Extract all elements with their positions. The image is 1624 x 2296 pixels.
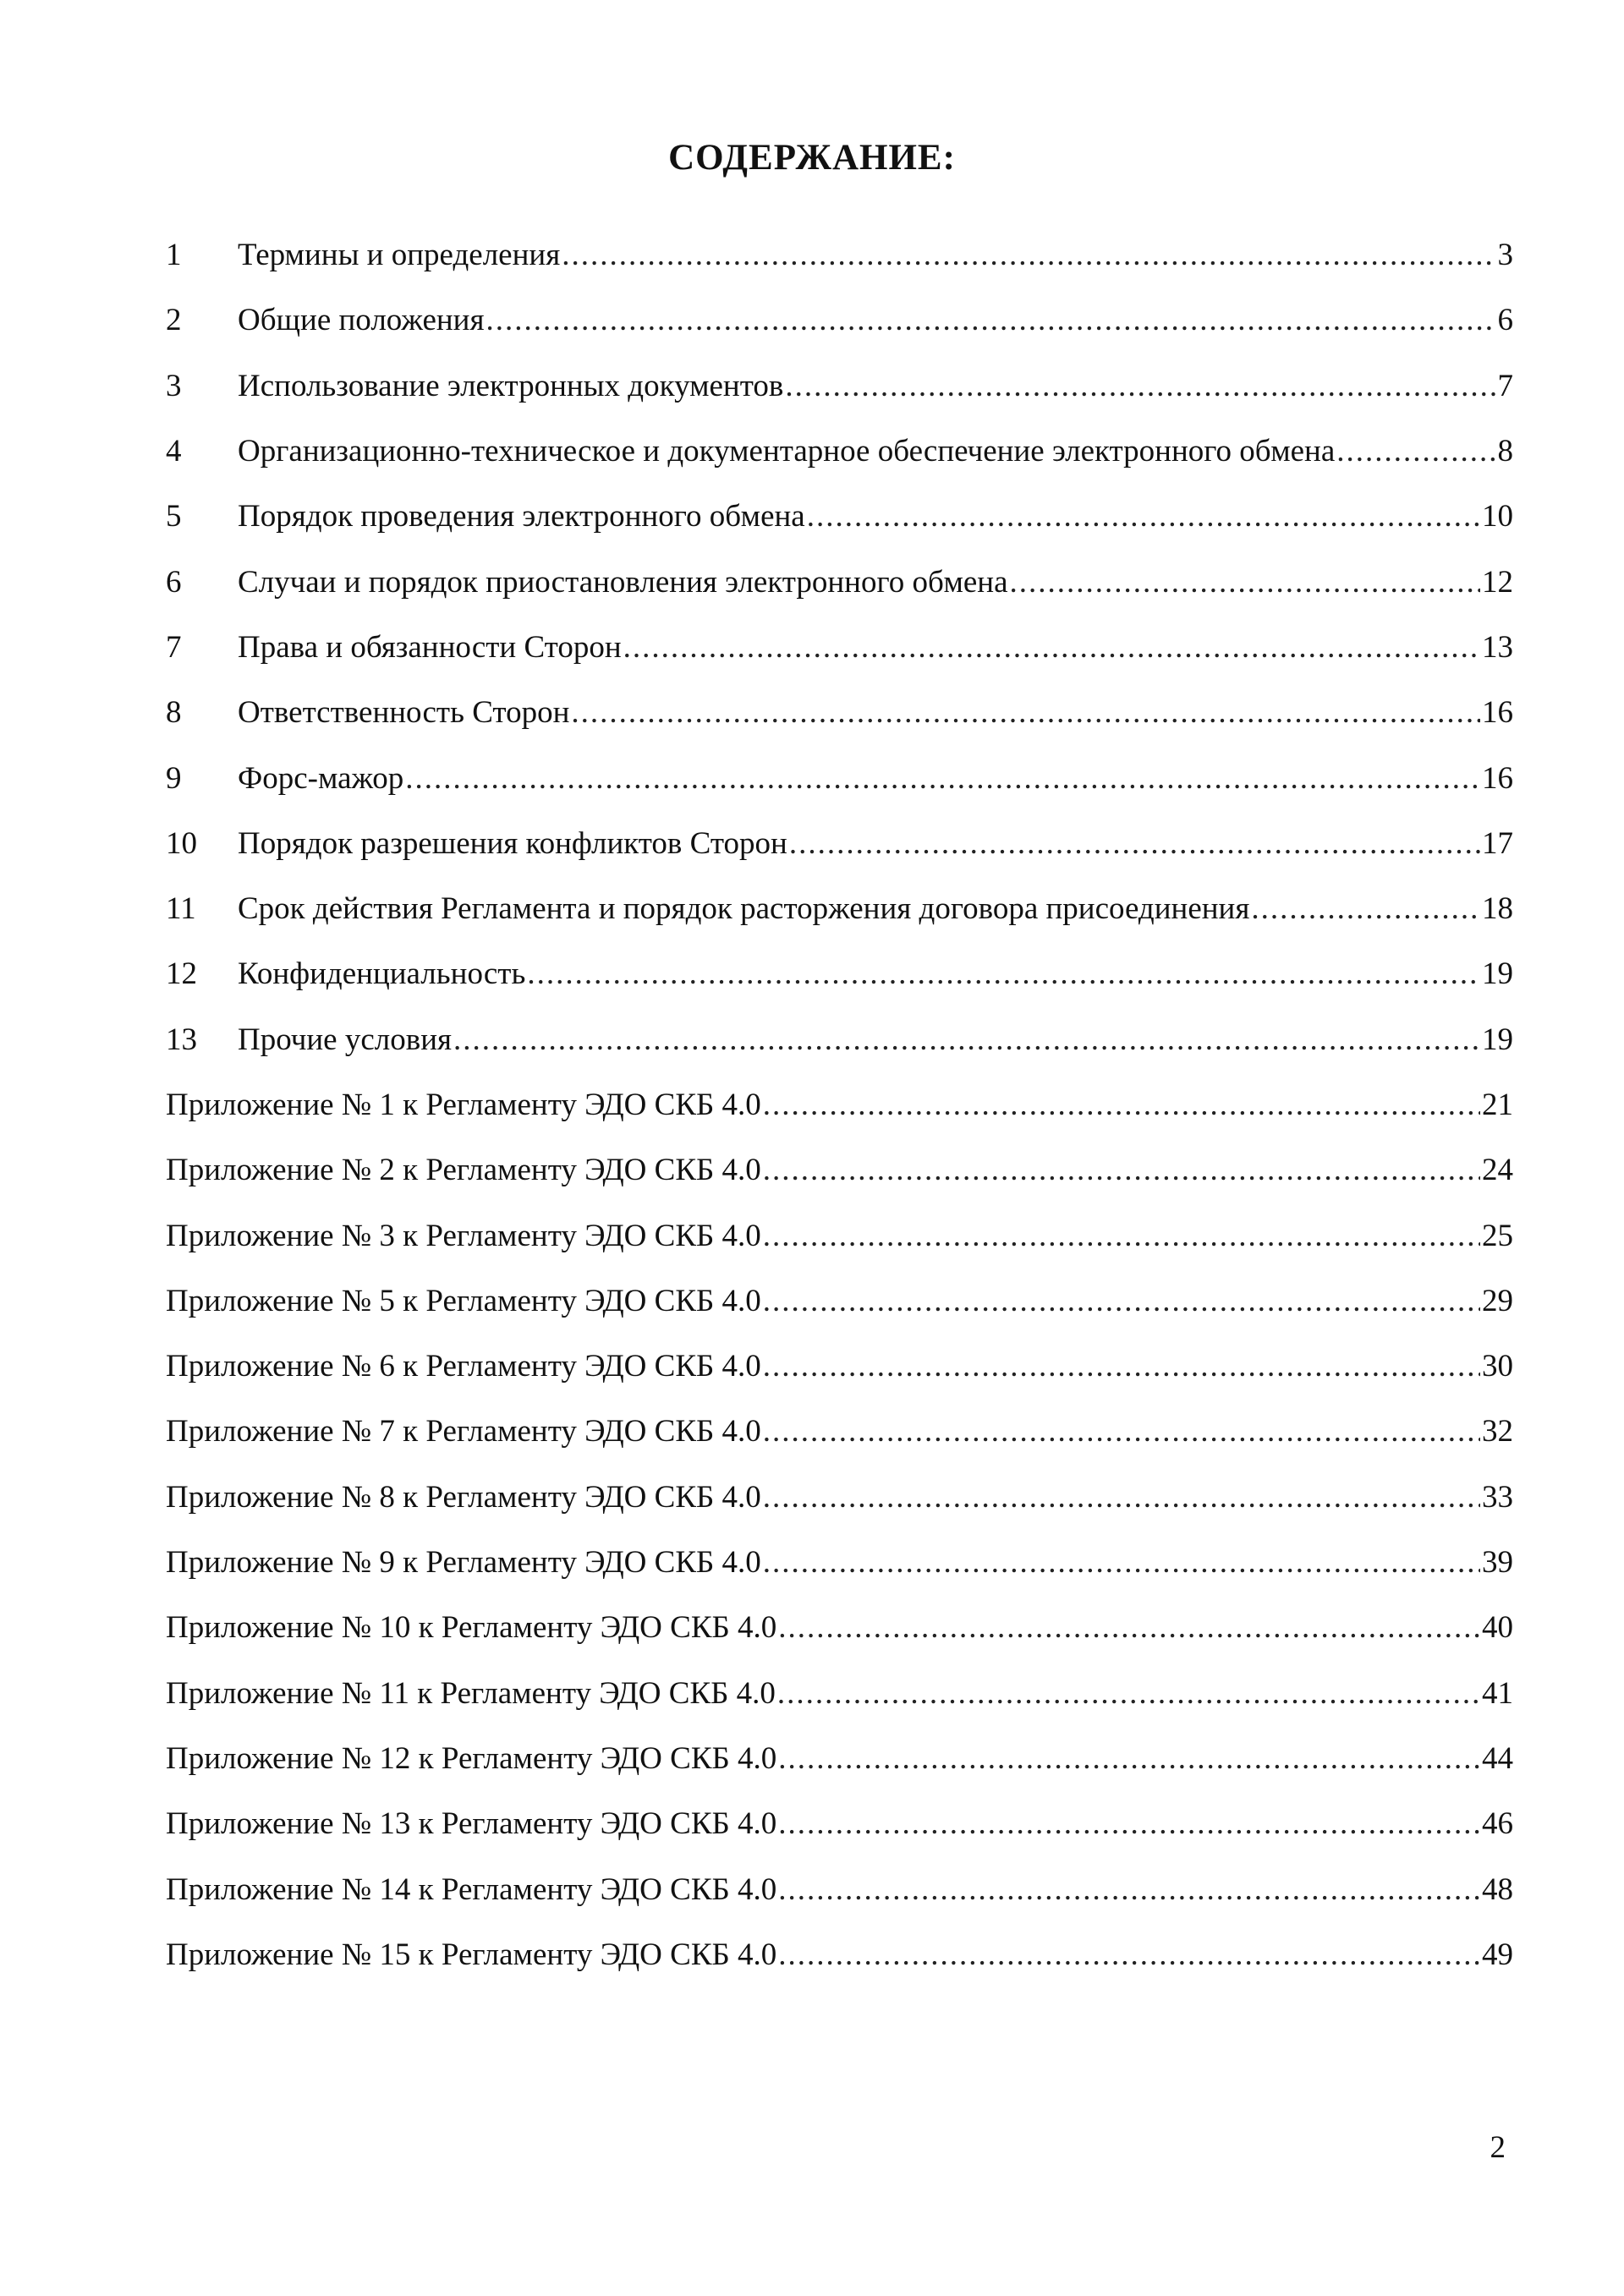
- toc-entry-title: Конфиденциальность: [238, 956, 526, 992]
- toc-entry-title: Приложение № 11 к Регламенту ЭДО СКБ 4.0: [166, 1675, 776, 1711]
- toc-entry[interactable]: [166, 288, 1513, 353]
- toc-entry-number: 13: [166, 1022, 197, 1057]
- toc-entry-page: 39: [1482, 1545, 1513, 1581]
- toc-entry-page: 3: [1497, 238, 1513, 273]
- toc-entry-title: Термины и определения: [238, 238, 561, 273]
- toc-entry-number: 10: [166, 825, 197, 861]
- toc-dot-leader: [763, 1218, 1480, 1254]
- toc-entry[interactable]: [166, 1595, 1513, 1660]
- toc-entry-page: 21: [1482, 1088, 1513, 1122]
- toc-entry-page: 12: [1482, 564, 1513, 600]
- toc-entry-number: 4: [166, 434, 182, 469]
- toc-entry[interactable]: [166, 941, 1513, 1006]
- toc-dot-leader: [763, 1283, 1480, 1319]
- toc-dot-leader: [777, 1675, 1480, 1712]
- toc-entry-number: 9: [166, 760, 182, 796]
- toc-dot-leader: [785, 368, 1495, 404]
- toc-entry-title: Приложение № 6 к Регламенту ЭДО СКБ 4.0: [166, 1349, 761, 1384]
- toc-dot-leader: [778, 1806, 1480, 1842]
- toc-entry-number: 7: [166, 629, 182, 665]
- toc-entry-number: 3: [166, 368, 182, 403]
- toc-entry-title: Приложение № 1 к Регламенту ЭДО СКБ 4.0: [166, 1088, 761, 1122]
- toc-entry-title: Порядок разрешения конфликтов Сторон: [238, 825, 787, 861]
- toc-entry[interactable]: [166, 1661, 1513, 1726]
- toc-entry[interactable]: [166, 1203, 1513, 1268]
- toc-entry-page: 40: [1482, 1610, 1513, 1646]
- toc-entry[interactable]: [166, 1791, 1513, 1856]
- toc-entry-title: Приложение № 10 к Регламенту ЭДО СКБ 4.0: [166, 1610, 777, 1646]
- toc-entry-title: Приложение № 9 к Регламенту ЭДО СКБ 4.0: [166, 1545, 761, 1581]
- toc-dot-leader: [778, 1937, 1480, 1973]
- toc-entry-title: Прочие условия: [238, 1022, 453, 1057]
- toc-dot-leader: [527, 956, 1480, 992]
- toc-entry[interactable]: [166, 549, 1513, 614]
- toc-dot-leader: [807, 498, 1480, 534]
- toc-dot-leader: [763, 1544, 1480, 1581]
- toc-entry-page: 48: [1482, 1871, 1513, 1907]
- toc-entry-title: Организационно-техническое и документарное обеспечение электронного обмена: [238, 434, 1336, 469]
- toc-dot-leader: [1251, 890, 1480, 927]
- toc-entry-title: Использование электронных документов: [238, 368, 784, 403]
- toc-dot-leader: [778, 1871, 1480, 1908]
- toc-entry-page: 46: [1482, 1806, 1513, 1842]
- toc-entry-page: 19: [1482, 956, 1513, 992]
- toc-entry-number: 2: [166, 303, 182, 338]
- toc-dot-leader: [778, 1609, 1480, 1646]
- toc-entry-title: Приложение № 14 к Регламенту ЭДО СКБ 4.0: [166, 1871, 777, 1907]
- toc-title: СОДЕРЖАНИЕ:: [668, 138, 956, 178]
- toc-entry-page: 29: [1482, 1283, 1513, 1318]
- toc-dot-leader: [763, 1152, 1480, 1188]
- toc-entry[interactable]: [166, 745, 1513, 810]
- toc-entry-page: 24: [1482, 1153, 1513, 1188]
- toc-entry-title: Приложение № 2 к Регламенту ЭДО СКБ 4.0: [166, 1153, 761, 1188]
- toc-entry-page: 16: [1482, 760, 1513, 796]
- toc-entry-title: Приложение № 12 к Регламенту ЭДО СКБ 4.0: [166, 1740, 777, 1776]
- toc-entry-number: 8: [166, 695, 182, 731]
- toc-entry-page: 16: [1482, 695, 1513, 731]
- toc-entry-title: Приложение № 3 к Регламенту ЭДО СКБ 4.0: [166, 1218, 761, 1253]
- toc-entry-page: 13: [1482, 629, 1513, 665]
- toc-entry-title: Приложение № 7 к Регламенту ЭДО СКБ 4.0: [166, 1414, 761, 1449]
- toc-entry-page: 8: [1497, 434, 1513, 469]
- toc-entry-page: 6: [1497, 303, 1513, 338]
- toc-dot-leader: [1336, 433, 1495, 469]
- toc-entry[interactable]: [166, 1137, 1513, 1203]
- toc-dot-leader: [405, 760, 1480, 797]
- toc-entry-page: 49: [1482, 1937, 1513, 1972]
- toc-entry[interactable]: [166, 1465, 1513, 1530]
- toc-entry[interactable]: [166, 615, 1513, 680]
- toc-entry[interactable]: [166, 1269, 1513, 1334]
- page-number: 2: [1490, 2130, 1506, 2165]
- toc-entry-page: 32: [1482, 1414, 1513, 1449]
- toc-entry[interactable]: [166, 811, 1513, 876]
- toc-entry[interactable]: [166, 1726, 1513, 1791]
- toc-entry-number: 6: [166, 564, 182, 600]
- toc-entry-number: 12: [166, 956, 197, 992]
- toc-entry-title: Случаи и порядок приостановления электронного обмена: [238, 564, 1008, 600]
- toc-dot-leader: [571, 694, 1480, 731]
- table-of-contents: [166, 222, 1513, 1987]
- toc-entry[interactable]: [166, 419, 1513, 484]
- toc-dot-leader: [763, 1479, 1480, 1515]
- toc-dot-leader: [763, 1087, 1480, 1123]
- toc-dot-leader: [486, 302, 1495, 338]
- toc-entry-page: 18: [1482, 891, 1513, 927]
- toc-entry[interactable]: [166, 222, 1513, 288]
- toc-dot-leader: [778, 1740, 1480, 1777]
- toc-dot-leader: [1010, 564, 1480, 600]
- toc-entry[interactable]: [166, 1072, 1513, 1137]
- toc-dot-leader: [763, 1348, 1480, 1384]
- toc-entry[interactable]: [166, 1530, 1513, 1595]
- toc-dot-leader: [623, 629, 1480, 666]
- toc-entry-title: Форс-мажор: [238, 760, 404, 796]
- toc-entry[interactable]: [166, 680, 1513, 745]
- toc-entry[interactable]: [166, 353, 1513, 419]
- toc-entry-page: 17: [1482, 825, 1513, 861]
- toc-dot-leader: [453, 1022, 1480, 1058]
- toc-entry-title: Ответственность Сторон: [238, 695, 570, 731]
- toc-entry[interactable]: [166, 1334, 1513, 1399]
- toc-entry-title: Приложение № 13 к Регламенту ЭДО СКБ 4.0: [166, 1806, 777, 1842]
- toc-entry-title: Права и обязанности Сторон: [238, 629, 622, 665]
- toc-entry-title: Срок действия Регламента и порядок расторжения договора присоединения: [238, 891, 1250, 927]
- toc-entry-page: 19: [1482, 1022, 1513, 1057]
- toc-dot-leader: [789, 825, 1480, 862]
- toc-entry-page: 10: [1482, 499, 1513, 534]
- toc-entry-number: 5: [166, 499, 182, 534]
- toc-entry-page: 44: [1482, 1740, 1513, 1776]
- toc-entry-number: 11: [166, 891, 196, 927]
- toc-entry-page: 33: [1482, 1479, 1513, 1515]
- toc-entry-title: Порядок проведения электронного обмена: [238, 499, 805, 534]
- toc-entry[interactable]: [166, 876, 1513, 941]
- toc-dot-leader: [562, 237, 1495, 273]
- toc-entry-page: 30: [1482, 1349, 1513, 1384]
- toc-entry-number: 1: [166, 238, 182, 273]
- toc-entry-page: 7: [1497, 368, 1513, 403]
- toc-entry-title: Приложение № 5 к Регламенту ЭДО СКБ 4.0: [166, 1283, 761, 1318]
- toc-entry-page: 25: [1482, 1218, 1513, 1253]
- toc-entry-page: 41: [1482, 1675, 1513, 1711]
- toc-entry[interactable]: [166, 484, 1513, 549]
- toc-dot-leader: [763, 1413, 1480, 1449]
- toc-entry[interactable]: [166, 1399, 1513, 1464]
- toc-entry[interactable]: [166, 1856, 1513, 1921]
- toc-entry[interactable]: [166, 1922, 1513, 1987]
- toc-entry[interactable]: [166, 1007, 1513, 1072]
- toc-entry-title: Приложение № 15 к Регламенту ЭДО СКБ 4.0: [166, 1937, 777, 1972]
- toc-entry-title: Общие положения: [238, 303, 485, 338]
- toc-entry-title: Приложение № 8 к Регламенту ЭДО СКБ 4.0: [166, 1479, 761, 1515]
